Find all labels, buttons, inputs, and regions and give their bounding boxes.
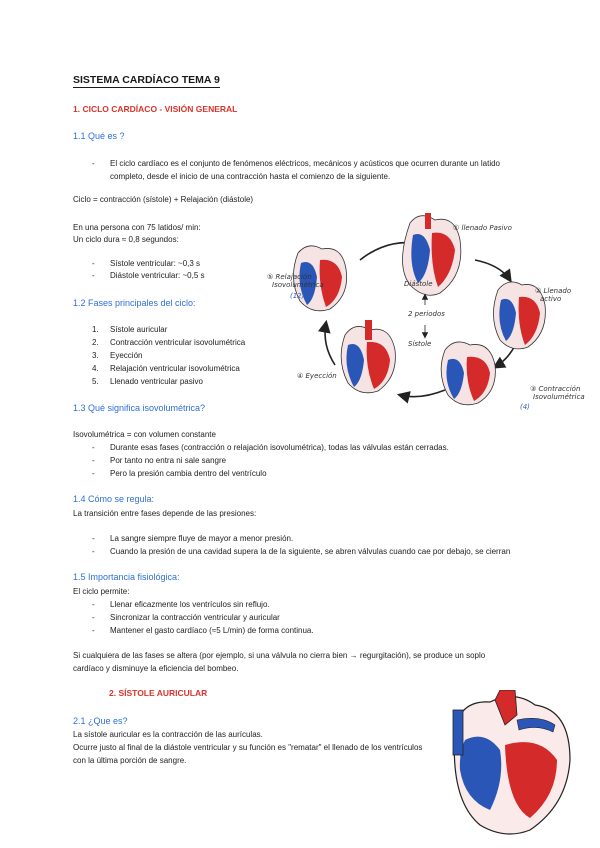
- phase-1-label: ① llenado Pasivo: [453, 224, 512, 232]
- persona-line1: En una persona con 75 latidos/ min:: [73, 223, 201, 232]
- importancia-bullet-3: Mantener el gasto cardíaco (≈5 L/min) de forma continua.: [110, 626, 314, 635]
- importancia-line1: El ciclo permite:: [73, 587, 130, 596]
- fase-item-5: 5. Llenado ventricular pasivo: [92, 377, 203, 386]
- heart-drawing-4: [341, 320, 395, 393]
- cycle-arrow-top-right: [475, 260, 510, 280]
- fase-item-1: 1. Sístole auricular: [92, 325, 168, 334]
- regula-line1: La transición entre fases depende de las presiones:: [73, 509, 257, 518]
- subsection-1-3-heading: 1.3 Qué significa isovolumétrica?: [73, 403, 206, 413]
- s21-line1: La sístole auricular es la contracción de las aurículas.: [73, 730, 263, 739]
- diagram-center-sub: 2 periodos: [408, 310, 445, 318]
- s11-text-line1: El ciclo cardíaco es el conjunto de fenómenos eléctricos, mecánicos y acústicos que ocurren durante un latido: [110, 159, 500, 168]
- section-2-heading: 2. SÍSTOLE AURICULAR: [109, 688, 208, 698]
- phase-3-label-b: Isovolumétrica: [533, 393, 585, 401]
- subsection-1-5-heading: 1.5 Importancia fisiológica:: [73, 572, 180, 582]
- phase-2-label-b: activo: [540, 295, 562, 303]
- fase-item-3: 3. Eyección: [92, 351, 143, 360]
- phase-4-label: ④ Eyección: [297, 372, 337, 380]
- phase-3-label-a: ③ Contracción: [530, 385, 581, 393]
- alteracion-line1: Si cualquiera de las fases se altera (por ejemplo, si una válvula no cierra bien → regurgitación), se produce un soplo: [73, 651, 486, 660]
- importancia-bullet-2: Sincronizar la contracción ventricular y auricular: [110, 613, 280, 622]
- iso-bullet-3: Pero la presión cambia dentro del ventrículo: [110, 469, 267, 478]
- cycle-arrow-bottom: [400, 390, 445, 397]
- s21-line3: con la última porción de sangre.: [73, 756, 187, 765]
- subsection-1-4-heading: 1.4 Cómo se regula:: [73, 494, 155, 504]
- phase-3-badge: (4): [520, 403, 530, 411]
- diagram-center-label: Diástole: [404, 280, 433, 288]
- fase-item-2: 2. Contracción ventricular isovolumétrica: [92, 338, 246, 347]
- subsection-1-2-heading: 1.2 Fases principales del ciclo:: [73, 298, 196, 308]
- phase-5-label-b: Isovolumétrica: [272, 281, 324, 289]
- heart-illustration: [445, 690, 575, 840]
- subsection-2-1-heading: 2.1 ¿Que es?: [73, 716, 128, 726]
- regula-bullet-2: Cuando la presión de una cavidad supera la de la siguiente, se abren válvulas cuando cae por debajo, se cierran: [110, 547, 511, 556]
- fase-item-4: 4. Relajación ventricular isovolumétrica: [92, 364, 240, 373]
- phase-2-label-a: ② Llenado: [535, 287, 572, 295]
- diastole-ventricular: Diástole ventricular: ~0,5 s: [110, 271, 205, 280]
- section-1-heading: 1. CICLO CARDÍACO - VISIÓN GENERAL: [73, 104, 238, 114]
- iso-definition: Isovolumétrica = con volumen constante: [73, 430, 216, 439]
- s21-line2: Ocurre justo al final de la diástole ventricular y su función es "rematar" el llenado de los ventrículos: [73, 743, 423, 752]
- iso-bullet-1: Durante esas fases (contracción o relajación isovolumétrica), todas las válvulas están cerradas.: [110, 443, 449, 452]
- importancia-bullet-1: Llenar eficazmente los ventrículos sin reflujo.: [110, 600, 270, 609]
- phase-5-badge: (12): [290, 292, 305, 300]
- cycle-arrow-left: [325, 323, 335, 365]
- subsection-1-1-heading: 1.1 Qué es ?: [73, 131, 125, 141]
- iso-bullet-2: Por tanto no entra ni sale sangre: [110, 456, 227, 465]
- heart-drawing-3: [441, 342, 495, 405]
- sistole-ventricular: Sístole ventricular: ~0,3 s: [110, 259, 201, 268]
- diagram-sistole-label: Sístole: [408, 340, 432, 348]
- regula-bullet-1: La sangre siempre fluye de mayor a menor presión.: [110, 534, 294, 543]
- document-title: SISTEMA CARDÍACO TEMA 9: [73, 74, 220, 86]
- alteracion-line2: cardíaco y disminuye la eficiencia del bombeo.: [73, 664, 239, 673]
- phase-5-label-a: ⑤ Relajación: [267, 273, 312, 281]
- persona-line2: Un ciclo dura ≈ 0,8 segundos:: [73, 235, 179, 244]
- ciclo-formula: Ciclo = contracción (sístole) + Relajación (diástole): [73, 195, 254, 204]
- s11-text-line2: completo, desde el inicio de una contracción hasta el comienzo de la siguiente.: [110, 172, 391, 181]
